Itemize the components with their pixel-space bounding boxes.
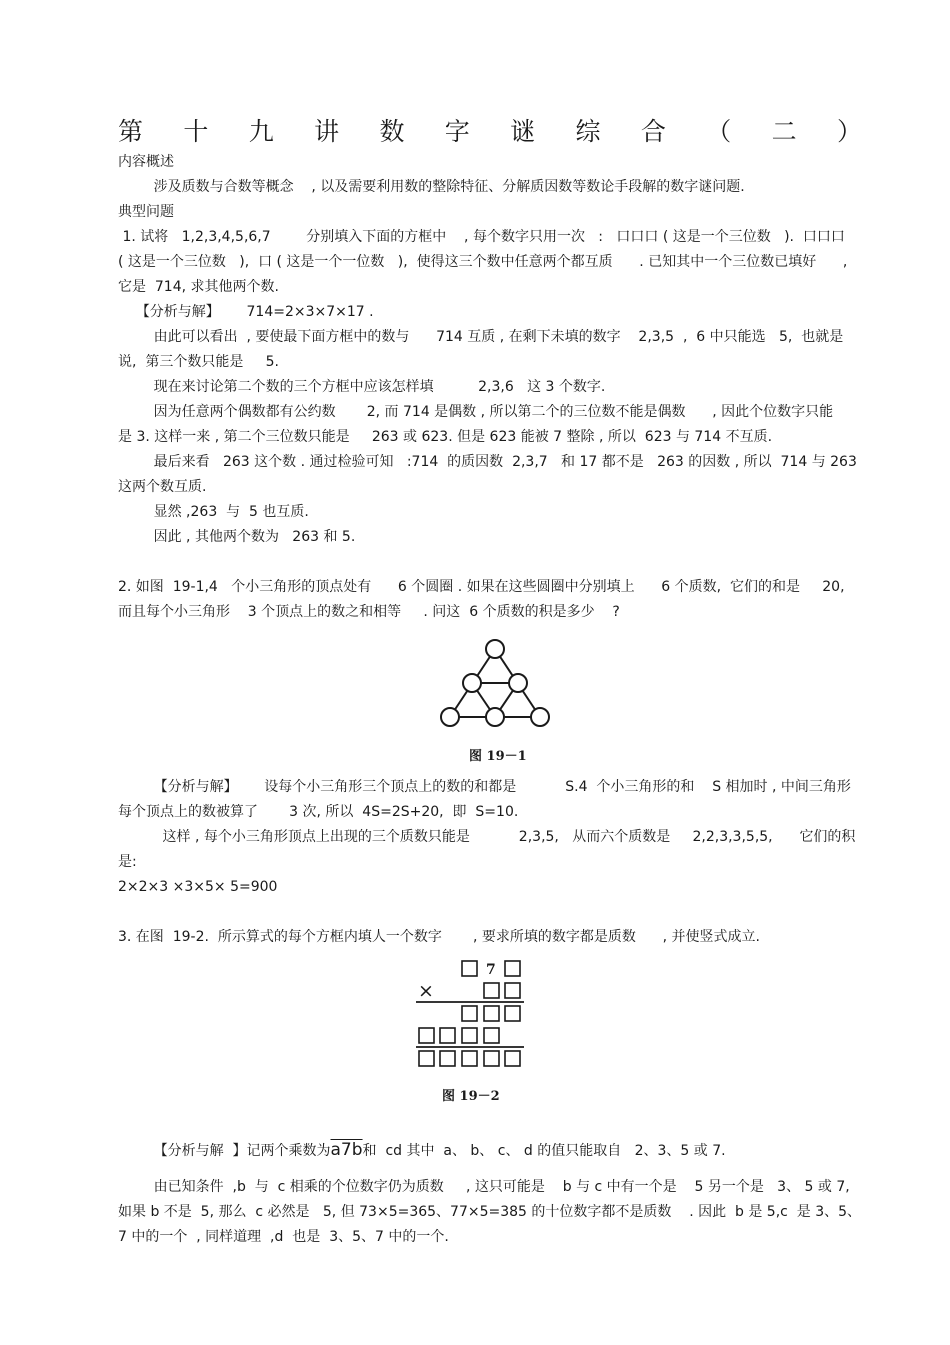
digit-box [505, 961, 520, 976]
vertex-circle [463, 674, 481, 692]
text-line: 显然 ,263 与 5 也互质. [118, 504, 309, 520]
text-line: 这两个数互质. [118, 479, 207, 495]
analysis-3-line [118, 1140, 726, 1161]
text-line: 这样 , 每个小三角形顶点上出现的三个质数只能是 2,3,5, 从而六个质数是 2,2,3,3,5,5, 它们的积 [118, 829, 856, 845]
vertex-circle [486, 640, 504, 658]
text-line: 【分析与解】 714=2×3×7×17 . [118, 304, 374, 320]
digit-box [440, 1028, 455, 1043]
digit-box [484, 1028, 499, 1043]
title-char: （ [706, 117, 732, 146]
title-char: 综 [575, 117, 601, 146]
text-line: 而且每个小三角形 3 个顶点上的数之和相等 . 问这 6 个质数的积是多少 ? [118, 604, 620, 620]
title-char: 第 [118, 117, 144, 146]
analysis-3-suffix: 和 cd 其中 a、 b、 c、 d 的值只能取自 2、3、5 或 7. [362, 1143, 726, 1159]
text-line: 1. 试将 1,2,3,4,5,6,7 分别填入下面的方框中 , 每个数字只用一次 : 口口口 ( 这是一个三位数 ). 口口口 [118, 229, 845, 245]
digit-box [462, 1006, 477, 1021]
analysis-3-prefix: 【分析与解 】记两个乘数为 [118, 1143, 331, 1159]
vertex-circle [486, 708, 504, 726]
title-char: 数 [379, 117, 405, 146]
figure-19-1-caption: 图 19－1 [469, 749, 527, 764]
text-line: 它是 714, 求其他两个数. [118, 279, 279, 295]
text-line: 【分析与解】 设每个小三角形三个顶点上的数的和都是 S.4 个小三角形的和 S 相加时 , 中间三角形 [118, 779, 851, 795]
digit-box [484, 1051, 499, 1066]
overline-number: a7b [330, 1140, 363, 1160]
text-line: 2×2×3 ×3×5× 5=900 [118, 879, 278, 895]
title-char: 讲 [314, 117, 340, 146]
times-sign: × [418, 980, 434, 1002]
text-line: 3. 在图 19-2. 所示算式的每个方框内填人一个数字 , 要求所填的数字都是质数 , 并使竖式成立. [118, 929, 760, 945]
digit-box [505, 983, 520, 998]
digit-box [462, 1028, 477, 1043]
text-line: 说, 第三个数只能是 5. [118, 354, 279, 370]
text-line: 内容概述 [118, 154, 174, 170]
text-line: 是 3. 这样一来 , 第二个三位数只能是 263 或 623. 但是 623 能被 7 整除 , 所以 623 与 714 不互质. [118, 429, 773, 445]
text-line: 因为任意两个偶数都有公约数 2, 而 714 是偶数 , 所以第二个的三位数不能是偶数 , 因此个位数字只能 [118, 404, 834, 420]
digit-box [440, 1051, 455, 1066]
digit-box [505, 1006, 520, 1021]
text-line: 是: [118, 854, 137, 870]
text-line: 因此 , 其他两个数为 263 和 5. [118, 529, 356, 545]
vertex-circle [441, 708, 459, 726]
title-char: 谜 [510, 117, 536, 146]
text-line: 由已知条件 ,b 与 c 相乘的个位数字仍为质数 , 这只可能是 b 与 c 中有一个是 5 另一个是 3、 5 或 7, [118, 1179, 850, 1195]
digit-box [419, 1051, 434, 1066]
figure-19-2-caption: 图 19－2 [442, 1089, 500, 1104]
digit-box [462, 1051, 477, 1066]
text-line: 每个顶点上的数被算了 3 次, 所以 4S=2S+20, 即 S=10. [118, 804, 519, 820]
digit-box [484, 1006, 499, 1021]
title-char: 字 [444, 117, 470, 146]
text-line: 涉及质数与合数等概念 , 以及需要利用数的整除特征、分解质因数等数论手段解的数字谜问题. [118, 179, 745, 195]
text-line: 现在来讨论第二个数的三个方框中应该怎样填 2,3,6 这 3 个数字. [118, 379, 606, 395]
text-line: ( 这是一个三位数 ), 口 ( 这是一个一位数 ), 使得这三个数中任意两个都互质 . 已知其中一个三位数已填好 , [118, 254, 848, 270]
vertex-circle [509, 674, 527, 692]
text-line: 由此可以看出 , 要使最下面方框中的数与 714 互质 , 在剩下未填的数字 2,3,5 , 6 中只能选 5, 也就是 [118, 329, 844, 345]
text-line: 2. 如图 19-1,4 个小三角形的顶点处有 6 个圆圈 . 如果在这些圆圈中分别填上 6 个质数, 它们的和是 20, [118, 579, 845, 595]
lecture-title [118, 112, 862, 148]
title-char: 十 [183, 117, 209, 146]
figure-19-2 [412, 955, 532, 1073]
title-char: ） [836, 117, 862, 146]
text-line: 如果 b 不是 5, 那么 c 必然是 5, 但 73×5=365、77×5=385 的十位数字都不是质数 . 因此 b 是 5,c 是 3、5、 [118, 1204, 862, 1220]
digit-box [505, 1051, 520, 1066]
title-char: 二 [771, 117, 797, 146]
digit-box [462, 961, 477, 976]
figure-19-1 [430, 632, 560, 732]
vertex-circle [531, 708, 549, 726]
text-line: 典型问题 [118, 204, 174, 220]
given-digit: 7 [486, 962, 496, 978]
digit-box [419, 1028, 434, 1043]
digit-box [484, 983, 499, 998]
title-char: 九 [248, 117, 274, 146]
text-line: 7 中的一个 , 同样道理 ,d 也是 3、5、7 中的一个. [118, 1229, 449, 1245]
title-char: 合 [640, 117, 666, 146]
text-line: 最后来看 263 这个数 . 通过检验可知 :714 的质因数 2,3,7 和 17 都不是 263 的因数 , 所以 714 与 263 [118, 454, 857, 470]
